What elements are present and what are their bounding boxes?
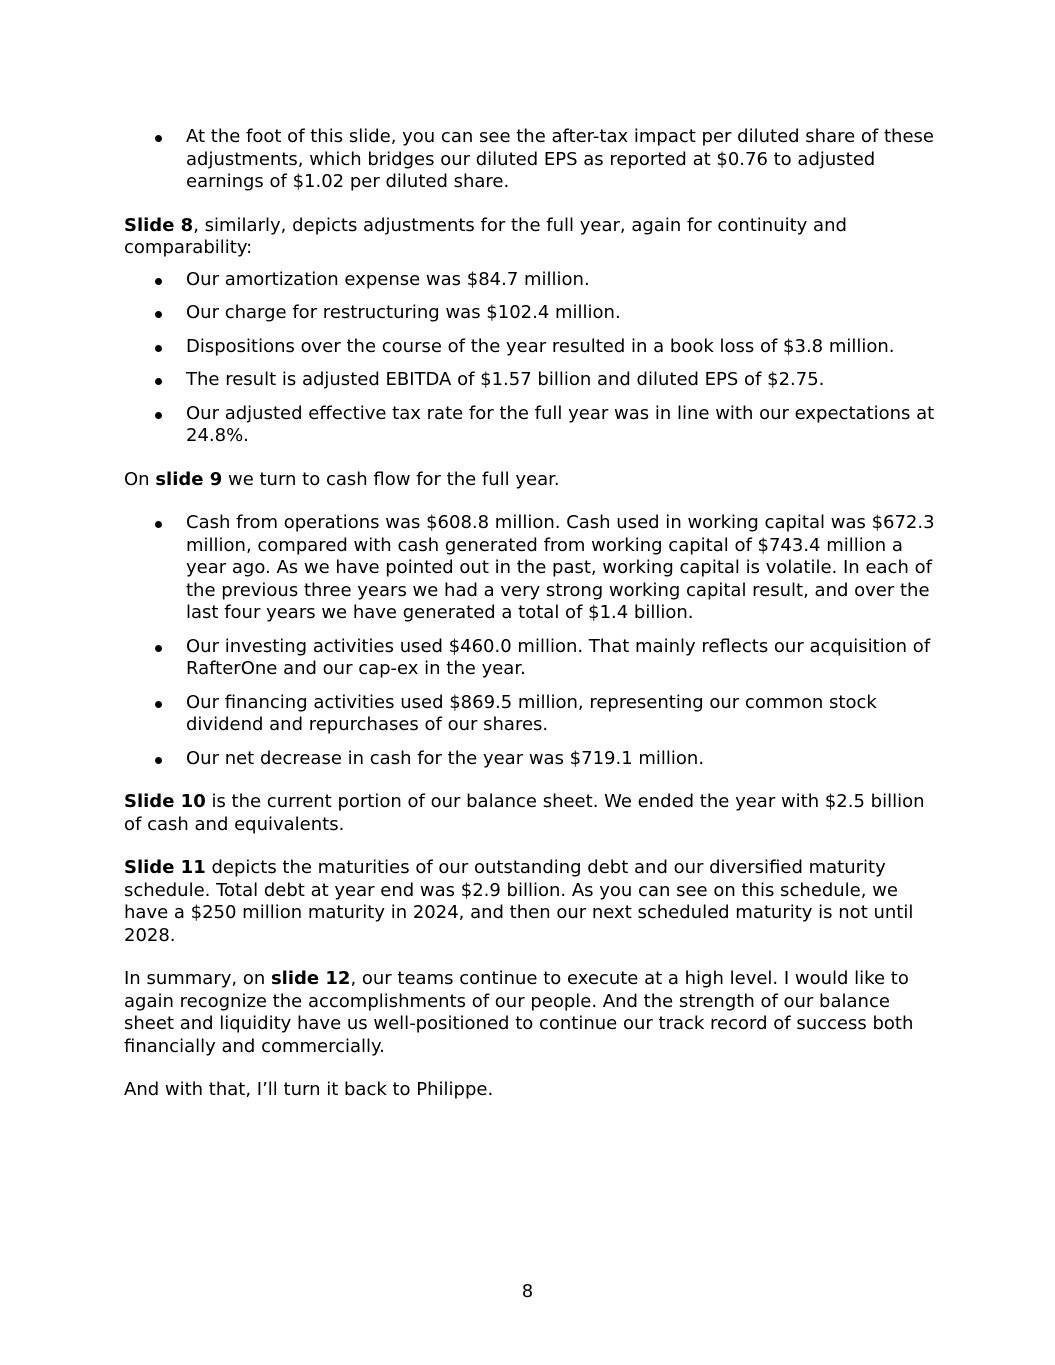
list-item: Dispositions over the course of the year resulted in a book loss of $3.8 million. xyxy=(124,336,936,359)
bullet-icon xyxy=(155,521,162,528)
bullet-icon xyxy=(155,645,162,652)
bullet-list-slide-8 xyxy=(124,269,936,448)
slide-reference: slide 9 xyxy=(155,468,223,490)
slide-reference: Slide 11 xyxy=(124,857,206,878)
list-item: Our net decrease in cash for the year was $719.1 million. xyxy=(124,748,936,771)
bullet-icon xyxy=(155,278,162,285)
paragraph-slide-8: Slide 8, similarly, depicts adjustments for the full year, again for continuity and comparability: xyxy=(124,214,847,258)
paragraph-slide-11: Slide 11 depicts the maturities of our outstanding debt and our diversified maturity schedule. Total debt at year end was $2.9 billion. As you can see on this schedule, we have a $250 million maturity in 2024, and then our next scheduled maturity is not until 2028. xyxy=(124,857,914,946)
bullet-icon xyxy=(155,412,162,419)
paragraph-slide-12: In summary, on slide 12, our teams continue to execute at a high level. I would like to again recognize the accomplishments of our people. And the strength of our balance sheet and liquidity have us well-positioned to continue our track record of success both financially and commercially. xyxy=(124,968,914,1057)
paragraph-slide-9: On slide 9 we turn to cash flow for the full year. xyxy=(124,468,560,490)
bullet-icon xyxy=(155,311,162,318)
bullet-icon xyxy=(155,345,162,352)
slide-reference: slide 12 xyxy=(270,968,351,989)
slide-reference: Slide 10 xyxy=(124,791,206,812)
list-item: The result is adjusted EBITDA of $1.57 billion and diluted EPS of $2.75. xyxy=(124,369,936,392)
bullet-icon xyxy=(155,701,162,708)
paragraph-closing: And with that, I’ll turn it back to Philippe. xyxy=(124,1079,494,1100)
bullet-icon xyxy=(155,135,162,142)
list-item: Our adjusted effective tax rate for the full year was in line with our expectations at 24.8%. xyxy=(124,403,936,448)
bullet-list-slide-9 xyxy=(124,512,936,770)
page-number: 8 xyxy=(521,1281,534,1302)
list-item: Our charge for restructuring was $102.4 million. xyxy=(124,302,936,325)
document-body xyxy=(124,126,936,1123)
list-item: At the foot of this slide, you can see the after-tax impact per diluted share of these adjustments, which bridges our diluted EPS as reported at $0.76 to adjusted earnings of $1.02 per diluted share. xyxy=(124,126,936,194)
slide-reference: Slide 8 xyxy=(124,214,194,236)
list-item: Cash from operations was $608.8 million. Cash used in working capital was $672.3 million, compared with cash generated from working capital of $743.4 million a year ago. As we have pointed out in the past, working capital is volatile. In each of the previous three years we had a very strong working capital result, and over the last four years we have generated a total of $1.4 billion. xyxy=(124,512,936,625)
bullet-icon xyxy=(155,378,162,385)
paragraph-slide-10: Slide 10 is the current portion of our balance sheet. We ended the year with $2.5 billion of cash and equivalents. xyxy=(124,791,925,835)
list-item: Our investing activities used $460.0 million. That mainly reflects our acquisition of RafterOne and our cap-ex in the year. xyxy=(124,636,936,681)
bullet-list-top xyxy=(124,126,936,194)
list-item: Our financing activities used $869.5 million, representing our common stock dividend and repurchases of our shares. xyxy=(124,692,936,737)
list-item: Our amortization expense was $84.7 million. xyxy=(124,269,936,292)
bullet-icon xyxy=(155,757,162,764)
